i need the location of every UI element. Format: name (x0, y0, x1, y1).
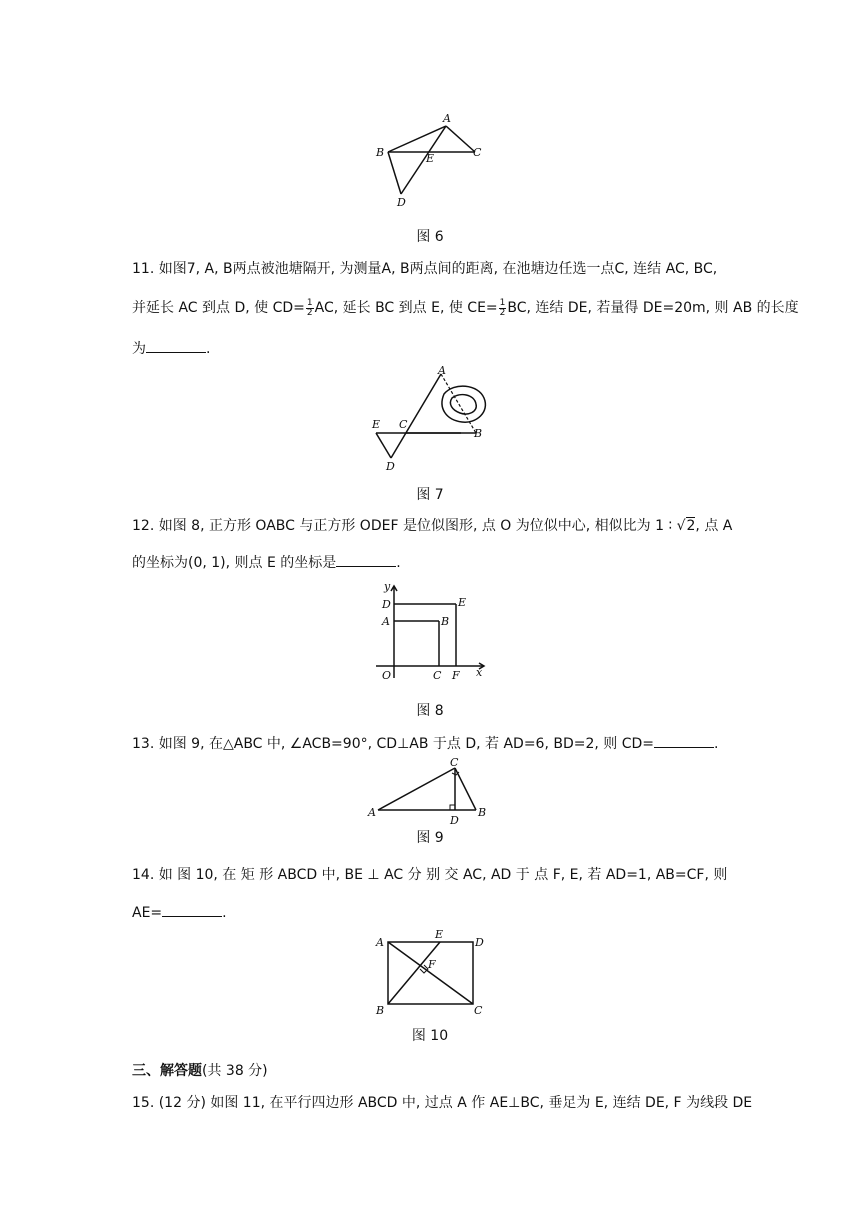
label-O: O (382, 669, 392, 682)
label-D: D (450, 814, 459, 827)
answer-blank (654, 733, 714, 748)
label-C: C (433, 669, 442, 682)
label-C: C (399, 418, 408, 431)
label-D: D (397, 196, 406, 209)
q11-line3: 为 . (132, 338, 210, 359)
label-E: E (372, 418, 381, 431)
figure-7 (366, 366, 496, 476)
label-B: B (441, 615, 450, 628)
fig7-caption: 图 7 (416, 487, 444, 503)
label-B: B (478, 806, 487, 819)
q12-line1: 12. 如图 8, 正方形 OABC 与正方形 ODEF 是位似图形, 点 O 为位似中心, 相似比为 1 ∶ √2, 点 A (132, 518, 733, 534)
label-A: A (438, 364, 446, 377)
label-x: x (476, 666, 483, 679)
label-B: B (376, 1004, 385, 1017)
q12-line2: 的坐标为(0, 1), 则点 E 的坐标是 . (132, 552, 401, 573)
label-F: F (428, 958, 436, 971)
label-F: F (452, 669, 460, 682)
label-E: E (435, 928, 444, 941)
label-C: C (473, 146, 482, 159)
q13-line1: 13. 如图 9, 在△ABC 中, ∠ACB=90°, CD⊥AB 于点 D, 若 AD=6, BD=2, 则 CD= . (132, 733, 718, 754)
answer-blank (162, 902, 222, 917)
label-D: D (382, 598, 391, 611)
figure-9 (366, 756, 496, 826)
fig6-caption: 图 6 (416, 229, 444, 245)
figure-8 (372, 578, 492, 688)
q11-line1: 11. 如图7, A, B两点被池塘隔开, 为测量A, B两点间的距离, 在池塘边任选一点C, 连结 AC, BC, (132, 261, 718, 277)
fig10-caption: 图 10 (411, 1028, 449, 1044)
sqrt-two: √2 (676, 518, 696, 534)
label-B: B (376, 146, 385, 159)
label-D: D (386, 460, 395, 473)
label-E: E (458, 596, 467, 609)
answer-blank (146, 338, 206, 353)
label-B: B (474, 427, 483, 440)
label-A: A (443, 112, 451, 125)
label-y: y (384, 580, 391, 593)
q14-line1: 14. 如 图 10, 在 矩 形 ABCD 中, BE ⊥ AC 分 别 交 AC, AD 于 点 F, E, 若 AD=1, AB=CF, 则 (132, 867, 728, 883)
q11-line2: 并延长 AC 到点 D, 使 CD= $\frac{1}{2}$ AC, 延长 BC 到点 E, 使 CE= $\frac{1}{2}$ BC, 连结 DE, 若量得 DE=20m, 则 AB 的长度 (132, 297, 799, 318)
answer-blank (336, 552, 396, 567)
fraction-half: $\frac{1}{2}$ (499, 297, 506, 318)
label-A: A (368, 806, 376, 819)
label-D: D (475, 936, 484, 949)
figure-10 (372, 928, 492, 1018)
label-A: A (376, 936, 384, 949)
q14-line2: AE= . (132, 902, 227, 923)
fraction-half: $\frac{1}{2}$ (306, 297, 313, 318)
label-A: A (382, 615, 390, 628)
fig8-caption: 图 8 (416, 703, 444, 719)
figure-6 (370, 108, 490, 208)
label-C: C (474, 1004, 483, 1017)
q15-line1: 15. (12 分) 如图 11, 在平行四边形 ABCD 中, 过点 A 作 AE⊥BC, 垂足为 E, 连结 DE, F 为线段 DE (132, 1095, 753, 1111)
label-E: E (426, 152, 435, 165)
fig9-caption: 图 9 (416, 830, 444, 846)
label-C: C (450, 756, 459, 769)
section-title: 三、解答题(共 38 分) (132, 1063, 268, 1079)
